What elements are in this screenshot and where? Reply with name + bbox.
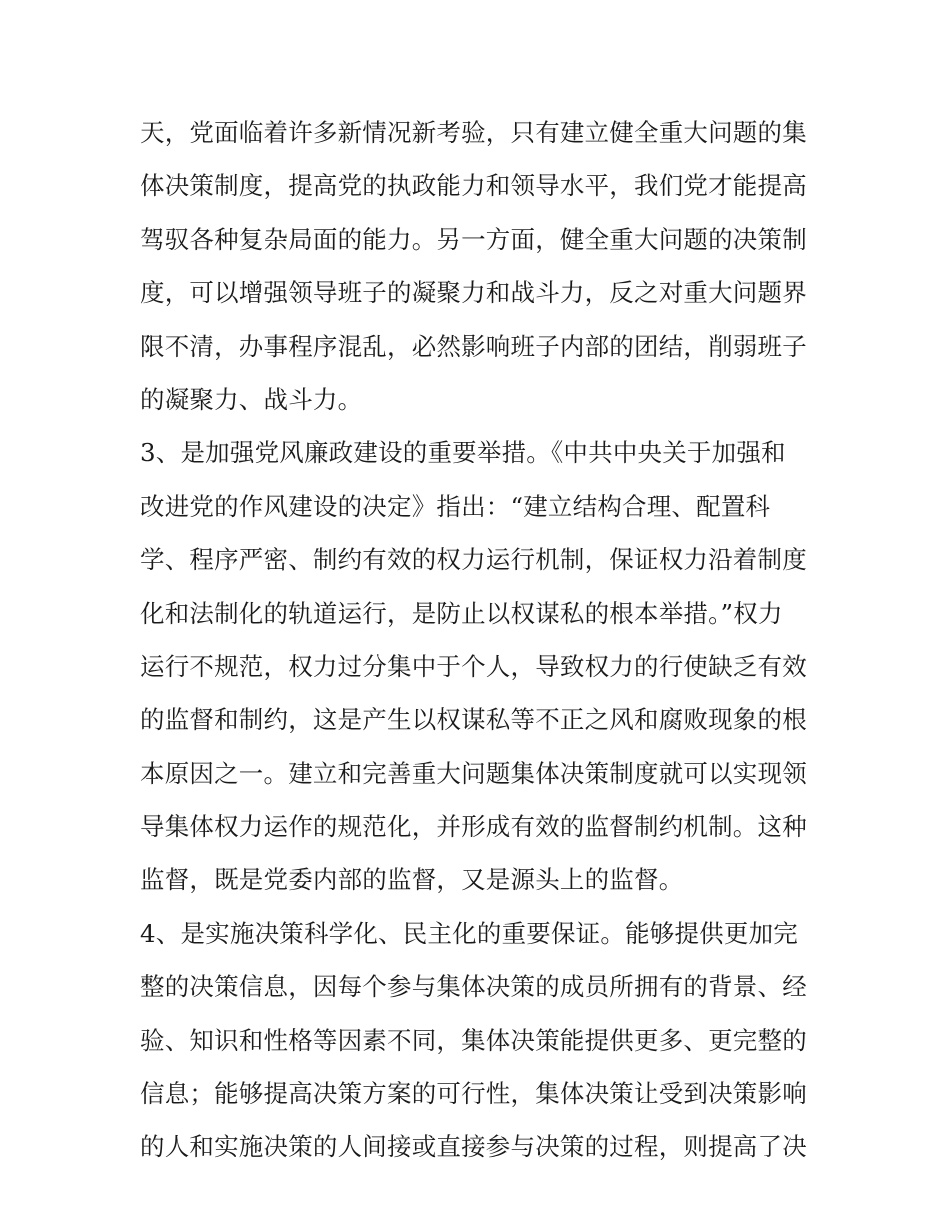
text-line: 运行不规范，权力过分集中于个人，导致权力的行使缺乏有效 <box>140 651 807 681</box>
text-line: 整的决策信息，因每个参与集体决策的成员所拥有的背景、经 <box>140 972 807 1002</box>
text-line: 改进党的作风建设的决定》指出：“建立结构合理、配置科 <box>140 491 771 521</box>
text-line: 学、程序严密、制约有效的权力运行机制，保证权力沿着制度 <box>140 545 807 575</box>
text-line: 度，可以增强领导班子的凝聚力和战斗力，反之对重大问题界 <box>140 278 807 308</box>
text-line: 验、知识和性格等因素不同，集体决策能提供更多、更完整的 <box>140 1025 807 1055</box>
text-line: 3、是加强党风廉政建设的重要举措。《中共中央关于加强和 <box>140 438 786 468</box>
document-body <box>140 106 820 1174</box>
text-line: 监督，既是党委内部的监督，又是源头上的监督。 <box>140 865 684 895</box>
text-line: 化和法制化的轨道运行，是防止以权谋私的根本举措。”权力 <box>140 598 783 628</box>
text-line: 驾驭各种复杂局面的能力。另一方面，健全重大问题的决策制 <box>140 224 807 254</box>
text-line: 导集体权力运作的规范化，并形成有效的监督制约机制。这种 <box>140 812 807 842</box>
text-line: 4、是实施决策科学化、民主化的重要保证。能够提供更加完 <box>140 918 798 948</box>
text-line: 信息；能够提高决策方案的可行性，集体决策让受到决策影响 <box>140 1079 807 1109</box>
text-line: 体决策制度，提高党的执政能力和领导水平，我们党才能提高 <box>140 171 807 201</box>
text-line: 的监督和制约，这是产生以权谋私等不正之风和腐败现象的根 <box>140 705 807 735</box>
text-line: 的人和实施决策的人间接或直接参与决策的过程，则提高了决 <box>140 1132 807 1162</box>
text-line: 限不清，办事程序混乱，必然影响班子内部的团结，削弱班子 <box>140 331 807 361</box>
text-line: 天，党面临着许多新情况新考验，只有建立健全重大问题的集 <box>140 118 807 147</box>
text-line: 的凝聚力、战斗力。 <box>140 384 363 414</box>
text-line: 本原因之一。建立和完善重大问题集体决策制度就可以实现领 <box>140 758 807 788</box>
